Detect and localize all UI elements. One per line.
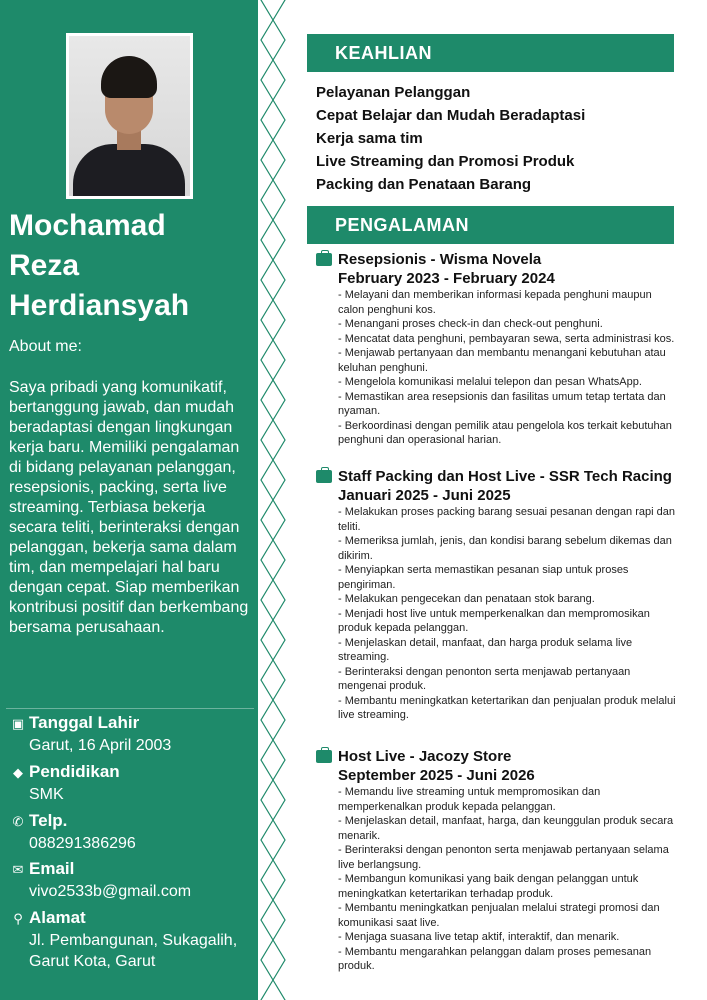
info-value[interactable]: vivo2533b@gmail.com <box>29 883 192 900</box>
job-entry <box>316 467 676 723</box>
info-label: Email <box>29 859 75 878</box>
job-date: February 2023 - February 2024 <box>338 270 555 287</box>
job-date: September 2025 - Juni 2026 <box>338 767 535 784</box>
job-duty: - Membangun komunikasi yang baik dengan pelanggan untuk meningkatkan ketertarikan terhadap produk. <box>338 873 639 900</box>
job-duty: - Memandu live streaming untuk mempromosikan dan memperkenalkan produk kepada pelanggan. <box>338 786 601 813</box>
job-duty: - Melakukan proses packing barang sesuai pesanan dengan rapi dan teliti. <box>338 506 675 533</box>
job-duty: - Menjelaskan detail, manfaat, dan harga produk selama live streaming. <box>338 636 633 663</box>
info-label: Alamat <box>29 908 86 927</box>
job-duty: - Mencatat data penghuni, pembayaran sewa, serta administrasi kos. <box>338 332 675 345</box>
graduation-cap-icon: ◆ <box>13 765 23 780</box>
full-name <box>9 206 254 326</box>
info-education <box>10 761 254 805</box>
calendar-icon: ▣ <box>11 716 25 731</box>
job-title: Resepsionis - Wisma Novela <box>338 251 542 268</box>
name-line: Reza <box>9 249 80 282</box>
job-title: Host Live - Jacozy Store <box>338 748 512 765</box>
skill-item: Live Streaming dan Promosi Produk <box>316 153 575 170</box>
job-duty: - Melakukan pengecekan dan penataan stok barang. <box>338 593 595 605</box>
skills-list <box>316 81 585 196</box>
info-phone <box>10 810 254 854</box>
briefcase-icon <box>316 470 332 483</box>
job-duty: - Membantu mengarahkan pelanggan dalam proses pemesanan produk. <box>338 945 652 972</box>
job-duty: - Menjaga suasana live tetap aktif, interaktif, dan menarik. <box>338 931 620 943</box>
job-duties <box>316 505 676 723</box>
info-value: SMK <box>29 786 64 803</box>
job-duty: - Memastikan area resepsionis dan fasilitas umum tetap tertata dan nyaman. <box>338 390 666 417</box>
phone-icon: ✆ <box>12 814 24 829</box>
info-value: Garut, 16 April 2003 <box>29 737 172 754</box>
info-address <box>10 907 254 972</box>
skill-item: Kerja sama tim <box>316 130 423 147</box>
briefcase-icon <box>316 750 332 763</box>
info-label: Telp. <box>29 811 68 830</box>
divider <box>6 708 254 709</box>
about-text: Saya pribadi yang komunikatif, bertanggung jawab, dan mudah beradaptasi dengan lingkungan kerja baru. Memiliki pengalaman di bidang pelayanan pelanggan, resepsionis, packing, serta live streaming. Terbiasa bekerja secara teliti, berinteraksi dengan pelanggan, bekerja sama dalam tim, dan mempelajari hal baru dengan cepat. Siap memberikan kontribusi positif dan berkembang bersama perusahaan. <box>9 379 249 636</box>
job-duty: - Memeriksa jumlah, jenis, dan kondisi barang sebelum dikemas dan dikirim. <box>338 535 672 562</box>
job-duty: - Menjadi host live untuk memperkenalkan dan mempromosikan produk kepada pelanggan. <box>338 607 650 634</box>
info-label: Tanggal Lahir <box>29 713 140 732</box>
job-title: Staff Packing dan Host Live - SSR Tech Racing <box>338 468 672 485</box>
about-title: About me: <box>9 338 82 355</box>
skill-item: Pelayanan Pelanggan <box>316 84 471 101</box>
sidebar <box>0 0 258 1000</box>
profile-photo <box>66 33 193 199</box>
info-birth <box>10 712 254 756</box>
name-line: Herdiansyah <box>9 289 190 322</box>
job-duty: - Melayani dan memberikan informasi kepada penghuni maupun calon penghuni kos. <box>338 289 652 316</box>
info-value[interactable]: 088291386296 <box>29 835 136 852</box>
job-duty: - Berkoordinasi dengan pemilik atau pengelola kos terkait kebutuhan penghuni dan operasional harian. <box>338 419 672 446</box>
job-duty: - Berinteraksi dengan penonton serta menjawab pertanyaan mengenai produk. <box>338 665 631 692</box>
job-duty: - Mengelola komunikasi melalui telepon dan pesan WhatsApp. <box>338 376 642 388</box>
job-entry <box>316 250 676 448</box>
job-date: Januari 2025 - Juni 2025 <box>338 487 511 504</box>
job-duty: - Menjelaskan detail, manfaat, harga, dan keunggulan produk secara menarik. <box>338 815 674 842</box>
job-duty: - Berinteraksi dengan penonton serta menjawab pertanyaan selama live berlangsung. <box>338 844 669 871</box>
diamond-pattern <box>258 0 288 1000</box>
job-duty: - Menangani proses check-in dan check-out penghuni. <box>338 318 603 330</box>
info-value: Jl. Pembangunan, Sukagalih, Garut Kota, Garut <box>29 932 238 970</box>
skill-item: Cepat Belajar dan Mudah Beradaptasi <box>316 107 586 124</box>
job-duty: - Membantu meningkatkan penjualan melalui strategi promosi dan komunikasi saat live. <box>338 902 660 929</box>
location-pin-icon: ⚲ <box>13 911 23 926</box>
job-entry <box>316 747 676 974</box>
job-duty: - Menyiapkan serta memastikan pesanan siap untuk proses pengiriman. <box>338 564 629 591</box>
skills-heading: KEAHLIAN <box>307 34 674 72</box>
job-duty: - Membantu meningkatkan ketertarikan dan penjualan produk melalui live streaming. <box>338 694 676 721</box>
job-duty: - Menjawab pertanyaan dan membantu menangani kebutuhan atau keluhan penghuni. <box>338 347 666 374</box>
skill-item: Packing dan Penataan Barang <box>316 176 532 193</box>
job-duties <box>316 288 676 448</box>
info-label: Pendidikan <box>29 762 120 781</box>
email-icon: ✉ <box>12 862 24 877</box>
job-duties <box>316 785 676 974</box>
briefcase-icon <box>316 253 332 266</box>
info-email <box>10 858 254 902</box>
name-line: Mochamad <box>9 209 166 242</box>
experience-heading: PENGALAMAN <box>307 206 674 244</box>
